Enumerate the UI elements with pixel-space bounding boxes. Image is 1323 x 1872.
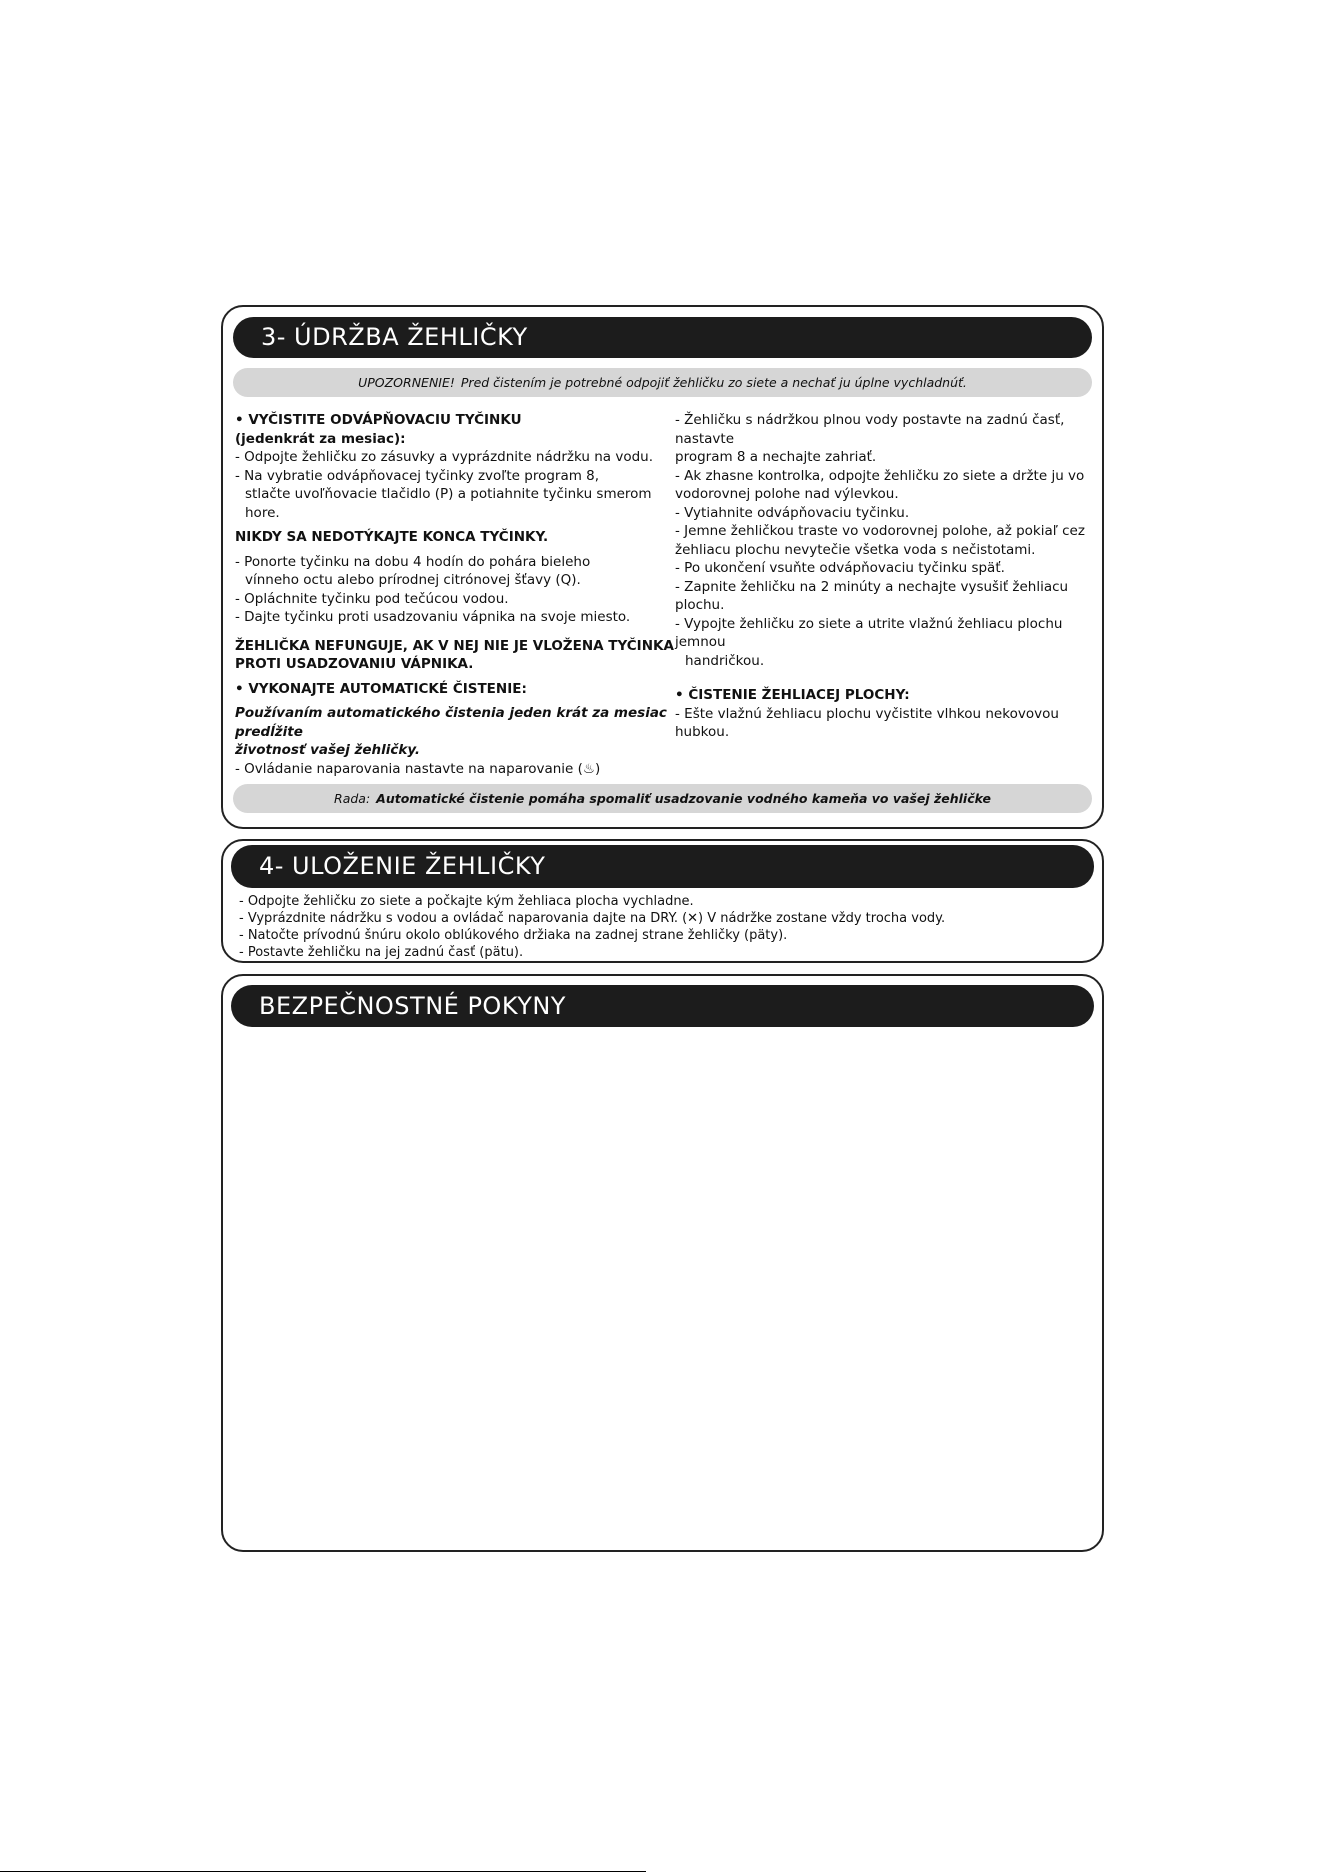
section-safety bbox=[221, 974, 1104, 1552]
list-item: - Odpojte žehličku zo siete a počkajte kým žehliaca plocha vychladne. bbox=[239, 894, 694, 909]
warning-note: ŽEHLIČKA NEFUNGUJE, AK V NEJ NIE JE VLOŽENA TYČINKA bbox=[235, 637, 674, 654]
right-column bbox=[675, 411, 1103, 742]
section-storage bbox=[221, 839, 1104, 963]
tip-lead: Rada: bbox=[334, 791, 371, 806]
instruction: vínneho octu alebo prírodnej citrónovej šťavy (Q). bbox=[245, 572, 581, 588]
instruction: vodorovnej polohe nad výlevkou. bbox=[675, 486, 899, 502]
auto-clean-note: životnosť vašej žehličky. bbox=[235, 742, 421, 758]
section-title: 4- ULOŽENIE ŽEHLIČKY bbox=[231, 845, 1094, 888]
instruction: žehliacu plochu nevytečie všetka voda s nečistotami. bbox=[675, 541, 1036, 558]
warning-note: PROTI USADZOVANIU VÁPNIKA. bbox=[235, 656, 474, 672]
instruction: - Vytiahnite odvápňovaciu tyčinku. bbox=[675, 504, 910, 521]
instruction: - Jemne žehličkou traste vo vodorovnej polohe, až pokiaľ cez bbox=[675, 523, 1085, 539]
instruction: - Ponorte tyčinku na dobu 4 hodín do pohára bieleho bbox=[235, 553, 591, 570]
warning-lead: UPOZORNENIE! bbox=[358, 375, 455, 390]
instruction: - Dajte tyčinku proti usadzovaniu vápnika na svoje miesto. bbox=[235, 609, 631, 625]
section-title: 3- ÚDRŽBA ŽEHLIČKY bbox=[233, 317, 1092, 358]
instruction: - Ešte vlažnú žehliacu plochu vyčistite vlhkou nekovovou hubkou. bbox=[675, 705, 1059, 740]
tip-banner bbox=[233, 784, 1092, 813]
instruction: - Odpojte žehličku zo zásuvky a vyprázdnite nádržku na vodu. bbox=[235, 449, 653, 465]
storage-list bbox=[239, 893, 1089, 961]
instruction: - Po ukončení vsuňte odvápňovaciu tyčinku späť. bbox=[675, 560, 1005, 576]
instruction: handričkou. bbox=[685, 652, 765, 669]
auto-clean-note: Používaním automatického čistenia jeden krát za mesiac predĺžite bbox=[235, 705, 667, 740]
warning-note: NIKDY SA NEDOTÝKAJTE KONCA TYČINKY. bbox=[235, 529, 549, 545]
instruction: - Ak zhasne kontrolka, odpojte žehličku zo siete a držte ju vo bbox=[675, 467, 1085, 484]
instruction: - Zapnite žehličku na 2 minúty a nechajte vysušiť žehliacu plochu. bbox=[675, 578, 1069, 613]
tip-text: Automatické čistenie pomáha spomaliť usadzovanie vodného kameňa vo vašej žehličke bbox=[376, 791, 991, 806]
instruction: program 8 a nechajte zahriať. bbox=[675, 449, 877, 465]
instruction: - Žehličku s nádržkou plnou vody postavte na zadnú časť, nastavte bbox=[675, 412, 1065, 447]
instruction: - Opláchnite tyčinku pod tečúcou vodou. bbox=[235, 590, 509, 607]
heading-soleplate: • ČISTENIE ŽEHLIACEJ PLOCHY: bbox=[675, 687, 910, 703]
instruction: - Vypojte žehličku zo siete a utrite vlažnú žehliacu plochu jemnou bbox=[675, 615, 1063, 650]
section-maintenance bbox=[221, 305, 1104, 829]
instruction: - Ovládanie naparovania nastavte na naparovanie (♨) bbox=[235, 760, 601, 777]
list-item: - Vyprázdnite nádržku s vodou a ovládač naparovania dajte na DRY. (✕) V nádržke zostane vždy trocha vody. bbox=[239, 911, 946, 926]
left-column bbox=[235, 411, 675, 778]
heading-clean-rod-sub: (jedenkrát za mesiac): bbox=[235, 430, 406, 447]
section-title: BEZPEČNOSTNÉ POKYNY bbox=[231, 985, 1094, 1027]
instruction: - Na vybratie odvápňovacej tyčinky zvoľte program 8, bbox=[235, 467, 600, 484]
heading-clean-rod: • VYČISTITE ODVÁPŇOVACIU TYČINKU bbox=[235, 412, 522, 428]
instruction: hore. bbox=[245, 504, 280, 521]
warning-banner bbox=[233, 368, 1092, 397]
list-item: - Natočte prívodnú šnúru okolo oblúkového držiaka na zadnej strane žehličky (päty). bbox=[239, 928, 788, 943]
heading-auto-clean: • VYKONAJTE AUTOMATICKÉ ČISTENIE: bbox=[235, 680, 527, 697]
instruction: stlačte uvoľňovacie tlačidlo (P) a potiahnite tyčinku smerom bbox=[245, 486, 652, 502]
list-item: - Postavte žehličku na jej zadnú časť (pätu). bbox=[239, 945, 524, 960]
warning-text: Pred čistením je potrebné odpojiť žehličku zo siete a nechať ju úplne vychladnúť. bbox=[460, 375, 967, 390]
